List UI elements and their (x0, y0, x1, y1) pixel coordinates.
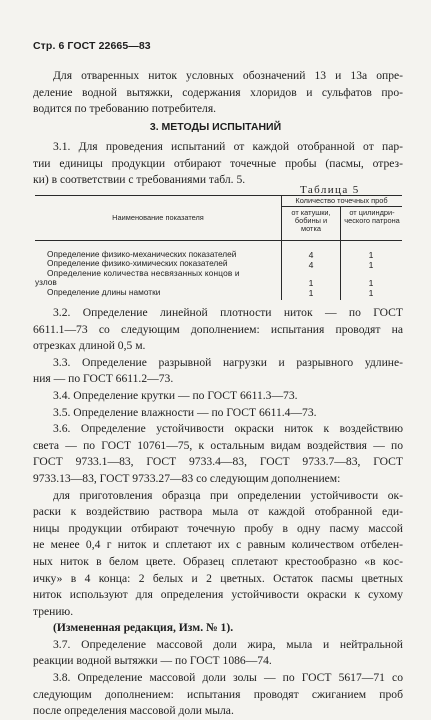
table-row-1-name: Определение физико-механических показателей (47, 249, 237, 259)
body-line-25: после определения массовой доли мыла. (33, 704, 234, 718)
table-row-2-v1: 4 (308, 260, 314, 270)
table-row-4-v1: 1 (308, 288, 314, 298)
intro-paragraph (33, 68, 403, 118)
body-line-14: ницы продукции отбирают точечную пробу в одну пасму массой (33, 521, 403, 535)
col-header-cylinder: от цилиндри-ческого патрона (344, 208, 400, 225)
body-line-2: 6611.1—73 со следующим дополнением: испытания проводят на (33, 322, 403, 336)
paragraph-3-1 (33, 139, 403, 189)
table-label: Таблица 5 (300, 184, 360, 196)
body-line-10: ГОСТ 9733.1—83, ГОСТ 9733.4—83, ГОСТ 9733.7—83, ГОСТ (33, 455, 403, 469)
body-line-13: раски к воздействию раствора мыла от каждой отобранной еди- (33, 505, 403, 519)
body-line-22: реакции водной вытяжки — по ГОСТ 1086—74. (33, 654, 272, 668)
p31-line-1: 3.1. Для проведения испытаний от каждой отобранной от пар- (53, 140, 403, 153)
body-text (33, 305, 403, 720)
body-line-23: 3.8. Определение массовой доли золы — по ГОСТ 5617—71 со (53, 671, 403, 685)
p31-line-3: ки) в соответствии с требованиями табл. 5. (33, 173, 246, 187)
body-line-7: 3.5. Определение влажности — по ГОСТ 6611.4—73. (53, 405, 317, 419)
table-row-4-v2: 1 (368, 288, 374, 298)
body-line-9: света — по ГОСТ 10761—75, к остальным видам воздействия — по (33, 438, 403, 452)
body-line-19: трению. (33, 604, 74, 618)
body-line-18: ниток используют для определения устойчивости окраски к сухому (33, 588, 403, 602)
body-line-3: отрезках длиной 0,5 м. (33, 339, 146, 353)
intro-line-1: Для отваренных ниток условных обозначений 13 и 13а опре- (53, 69, 403, 82)
table-row-4-name: Определение длины намотки (47, 287, 161, 297)
body-line-16: ных ниток в белом цвете. Образец сплетают крестообразно «в кос- (33, 554, 403, 568)
table-row-3-name-1: Определение количества несвязанных концов и (47, 268, 240, 278)
section-title: 3. МЕТОДЫ ИСПЫТАНИЙ (149, 121, 282, 133)
body-line-1: 3.2. Определение линейной плотности ниток — по ГОСТ (53, 306, 403, 319)
table-row-1-v2: 1 (368, 250, 374, 260)
table-header-rule (35, 240, 402, 241)
page-header: Стр. 6 ГОСТ 22665—83 (33, 40, 151, 52)
intro-line-2: деление водной вытяжки, содержания хлоридов и сульфатов про- (33, 85, 403, 99)
table-row-3-name-2: узлов (35, 277, 57, 287)
table-row-3-v1: 1 (308, 278, 314, 288)
amendment-note: (Измененная редакция, Изм. № 1). (53, 621, 234, 635)
table-col-rule-1 (281, 195, 282, 300)
body-line-6: 3.4. Определение крутки — по ГОСТ 6611.3—73. (53, 388, 298, 402)
col-header-spool: от катушки, бобины и мотка (291, 208, 331, 233)
col-header-name: Наименование показателя (112, 213, 204, 222)
intro-line-3: водится по требованию потребителя. (33, 102, 217, 116)
table-row-3-v2: 1 (368, 278, 374, 288)
body-line-12: для приготовления образца при определении устойчивости ок- (53, 488, 403, 502)
body-line-17: ичку» в 4 конца: 2 белых и 2 цветных. Остаток пасмы цветных (33, 571, 403, 585)
table-row-2-v2: 1 (368, 260, 374, 270)
body-line-24: следующим дополнением: испытания проводят сжиганием проб (33, 687, 403, 701)
body-line-15: не менее 0,4 г ниток и сплетают их с равным количеством отбелен- (33, 538, 403, 552)
col-header-group: Количество точечных проб (295, 196, 388, 205)
table-row-1-v1: 4 (308, 250, 314, 260)
table-5 (35, 195, 402, 300)
table-row-2-name: Определение физико-химических показателей (47, 258, 228, 268)
p31-line-2: тии единицы продукции отбирают точечные пробы (пасмы, отрез- (33, 156, 403, 170)
body-line-11: 9733.13—83, ГОСТ 9733.27—83 со следующим дополнением: (33, 471, 341, 485)
body-line-8: 3.6. Определение устойчивости окраски ниток к воздействию (53, 422, 403, 436)
table-group-rule (281, 206, 402, 207)
body-line-21: 3.7. Определение массовой доли жира, мыла и нейтральной (53, 637, 403, 651)
body-line-4: 3.3. Определение разрывной нагрузки и разрывного удлине- (53, 355, 403, 369)
table-col-rule-2 (340, 206, 341, 300)
body-line-5: ния — по ГОСТ 6611.2—73. (33, 372, 174, 386)
